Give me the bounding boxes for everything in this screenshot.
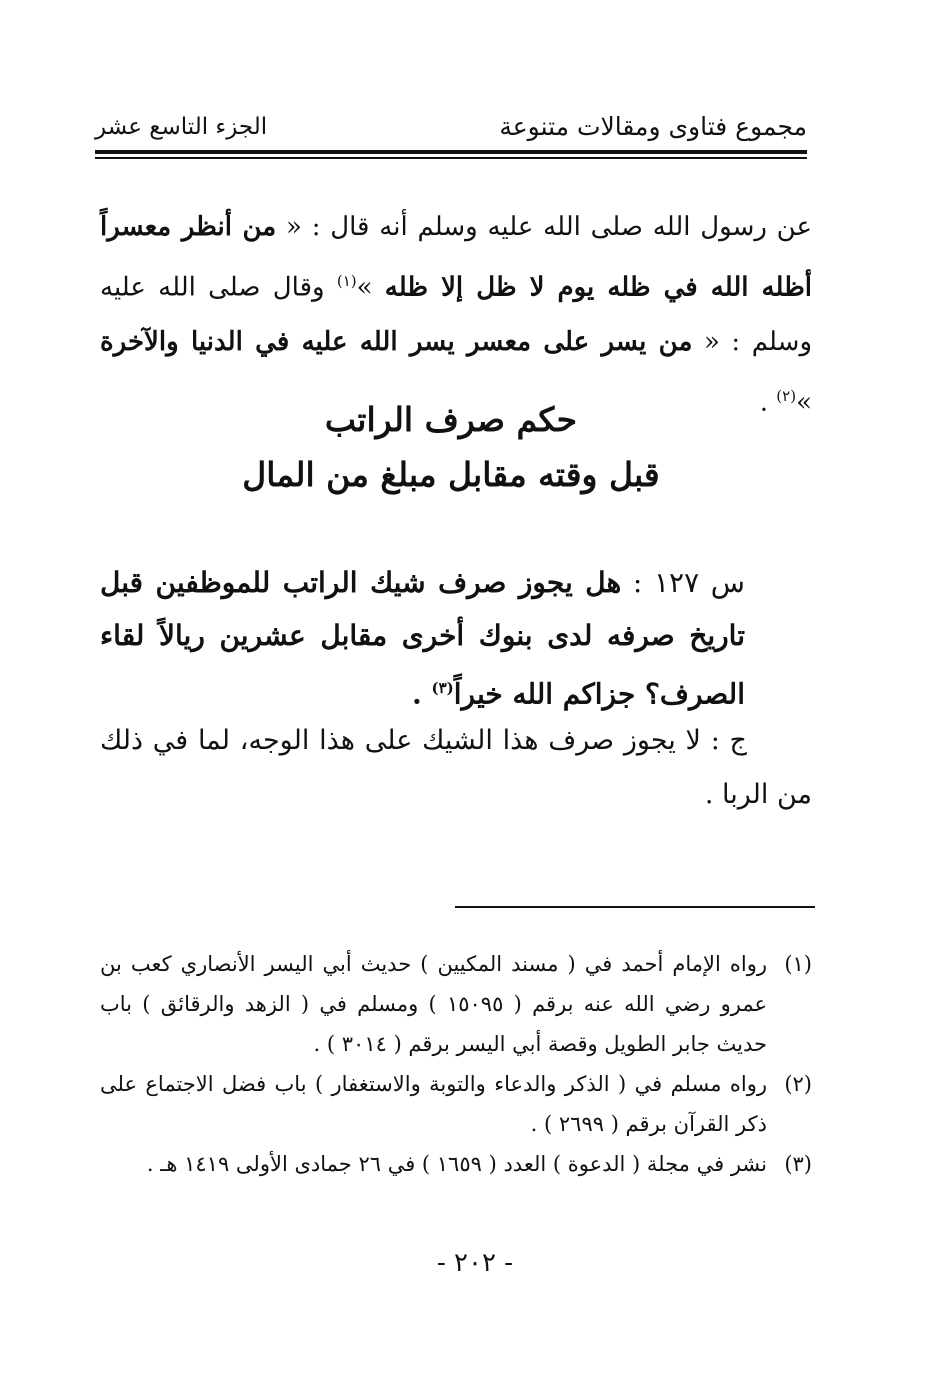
- intro-text-1: عن رسول الله صلى الله عليه وسلم أنه قال : «: [276, 212, 812, 242]
- footnote-number: (٢): [784, 1072, 812, 1096]
- footnote-ref-1: (١): [336, 272, 357, 290]
- footnote-3: [100, 1144, 812, 1184]
- hadith-quote-1: من أنظر معسراً أظله الله في ظله يوم لا ظل إلا ظله: [100, 212, 813, 303]
- intro-text-2: »: [356, 272, 385, 303]
- book-title: مجموع فتاوى ومقالات متنوعة: [499, 112, 807, 141]
- footnotes: [100, 944, 812, 1184]
- footnote-2: [100, 1064, 812, 1144]
- running-header: [95, 112, 807, 148]
- intro-paragraph: [100, 200, 812, 429]
- answer-paragraph: [100, 714, 812, 822]
- footnote-text: رواه الإمام أحمد في ( مسند المكيين ) حديث أبي اليسر الأنصاري كعب بن عمرو رضي الله عنه برقم ( ١٥٠٩٥ ) ومسلم في ( الزهد والرقائق ) باب حديث جابر الطويل وقصة أبي اليسر برقم ( ٣٠١٤ ) .: [100, 952, 768, 1056]
- volume-label: الجزء التاسع عشر: [95, 114, 268, 140]
- page-number: - ٢٠٢ -: [436, 1248, 514, 1278]
- section-heading-line-2: قبل وقته مقابل مبلغ من المال: [242, 455, 660, 494]
- question-number: س ١٢٧ :: [621, 566, 745, 599]
- footnote-text: رواه مسلم في ( الذكر والدعاء والتوبة والاستغفار ) باب فضل الاجتماع على ذكر القرآن برقم ( ٢٦٩٩ ) .: [100, 1072, 767, 1136]
- footnote-number: (٣): [784, 1152, 812, 1176]
- question-paragraph: [100, 556, 745, 720]
- intro-text-5: .: [759, 387, 777, 418]
- header-rule-thick: [95, 150, 807, 154]
- section-heading-line-1: حكم صرف الراتب: [324, 400, 578, 439]
- footnote-ref-2: (٢): [776, 386, 797, 405]
- footnote-separator: [455, 906, 815, 908]
- header-rule-thin: [95, 157, 807, 159]
- question-end: .: [411, 677, 432, 711]
- footnote-text: نشر في مجلة ( الدعوة ) العدد ( ١٦٥٩ ) في ٢٦ جمادى الأولى ١٤١٩ هـ .: [146, 1152, 767, 1176]
- footnote-number: (١): [784, 952, 812, 976]
- hadith-quote-2: من يسر على معسر يسر الله عليه في الدنيا والآخرة: [100, 326, 693, 357]
- footnote-1: [100, 944, 812, 1064]
- intro-text-3: وقال صلى الله عليه وسلم : «: [100, 272, 813, 357]
- footnote-ref-3: (٣): [431, 679, 454, 697]
- answer-text: ج : لا يجوز صرف هذا الشيك على هذا الوجه، لما في ذلك من الربا .: [100, 725, 812, 810]
- question-text: هل يجوز صرف شيك الراتب للموظفين قبل تاريخ صرفه لدى بنوك أخرى مقابل عشرين ريالاً لقاء الصرف؟ جزاكم الله خيراً: [100, 566, 745, 711]
- intro-text-4: »: [796, 387, 812, 418]
